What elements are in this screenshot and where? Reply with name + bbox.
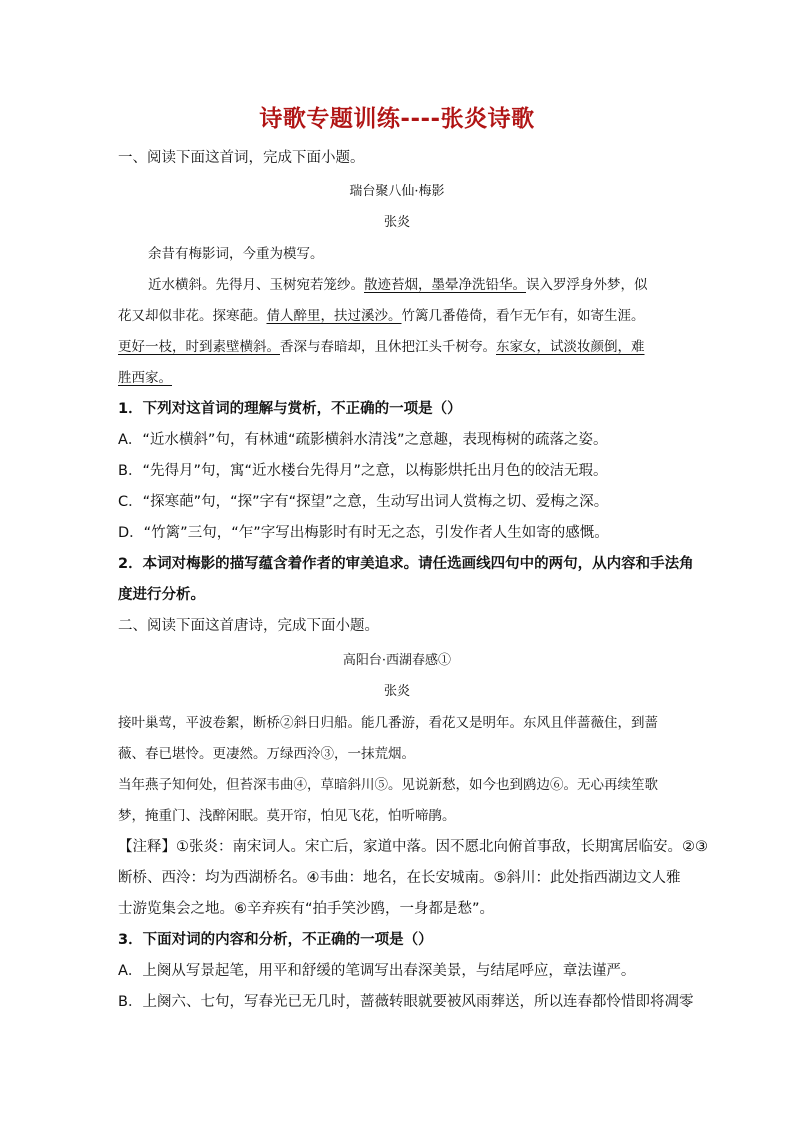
question-2-stem-cont: 度进行分析。 (118, 587, 205, 603)
question-3-stem: 3．下面对词的内容和分析，不正确的一项是（） (118, 932, 433, 948)
poem1-underlined-text: 东家女，试淡妆颜倒，难 (496, 339, 645, 355)
poem2-title: 高阳台·西湖春感① (342, 653, 452, 668)
poem1-line (118, 335, 645, 355)
poem2-line: 接叶巢莺，平波卷絮，断桥②斜日归船。能几番游，看花又是明年。东风且伴蔷薇住，到蔷 (118, 715, 658, 731)
poem1-underlined-text: 散迹苔烟，墨晕净洗铅华。 (364, 277, 526, 293)
poem2-note: 士游览集会之地。⑥辛弃疾有“拍手笑沙鸥，一身都是愁”。 (118, 901, 495, 917)
question-1-option-b: B．“先得月”句，寓“近水楼台先得月”之意，以梅影烘托出月色的皎洁无瑕。 (118, 463, 608, 479)
poem1-text: 香深与春暗却，且休把江头千树夸。 (280, 339, 496, 355)
poem1-preface: 余昔有梅影词，今重为模写。 (148, 246, 324, 262)
poem2-line: 当年燕子知何处，但苔深韦曲④，草暗斜川⑤。见说新愁，如今也到鸥边⑥。无心再续笙歌 (118, 777, 658, 793)
question-3-option-b: B．上阕六、七句，写春光已无几时，蔷薇转眼就要被风雨葬送，所以连春都怜惜即将凋零 (118, 994, 694, 1010)
poem2-note: 断桥、西泠：均为西湖桥名。④韦曲：地名，在长安城南。⑤斜川：此处指西湖边文人雅 (118, 870, 681, 886)
poem1-text: 近水横斜。先得月、玉树宛若笼纱。 (148, 277, 364, 293)
poem1-text: 误入罗浮身外梦，似 (526, 277, 648, 293)
poem2-line: 薇、春已堪怜。更凄然。万绿西泠③，一抹荒烟。 (118, 746, 415, 762)
poem1-underlined-text: 更好一枝，时到素壁横斜。 (118, 339, 280, 355)
poem2-author: 张炎 (383, 684, 410, 699)
question-1-option-d: D．“竹篱”三句，“乍”字写出梅影时有时无之态，引发作者人生如寄的感慨。 (118, 525, 609, 541)
poem1-line (148, 273, 648, 293)
poem1-underlined-text: 倩人醉里，扶过溪沙。 (266, 308, 402, 324)
question-1-option-a: A．“近水横斜”句，有林逋“疏影横斜水清浅”之意趣，表现梅树的疏落之姿。 (118, 432, 608, 448)
poem2-line: 梦，掩重门、浅醉闲眠。莫开帘，怕见飞花，怕听啼鹃。 (118, 808, 456, 824)
poem1-underlined-text: 胜西家。 (118, 370, 172, 386)
section1-heading: 一、阅读下面这首词，完成下面小题。 (118, 150, 365, 166)
poem1-line (118, 304, 645, 324)
poem1-line (118, 366, 172, 386)
question-1-stem: 1．下列对这首词的理解与赏析，不正确的一项是（） (118, 401, 462, 417)
question-2-stem: 2．本词对梅影的描写蕴含着作者的审美追求。请任选画线四句中的两句，从内容和手法角 (118, 556, 694, 572)
poem1-title: 瑞台聚八仙·梅影 (349, 184, 445, 199)
poem2-note: 【注释】①张炎：南宋词人。宋亡后，家道中落。因不愿北向俯首事敌，长期寓居临安。②③ (118, 839, 708, 855)
section2-heading: 二、阅读下面这首唐诗，完成下面小题。 (118, 618, 379, 634)
poem1-text: 竹篱几番倦倚，看乍无乍有，如寄生涯。 (401, 308, 645, 324)
poem1-text: 花又却似非花。探寒葩。 (118, 308, 267, 324)
poem1-author: 张炎 (383, 215, 410, 230)
question-3-option-a: A．上阕从写景起笔，用平和舒缓的笔调写出春深美景，与结尾呼应，章法谨严。 (118, 963, 636, 979)
page-title: 诗歌专题训练----张炎诗歌 (259, 106, 535, 132)
question-1-option-c: C．“探寒葩”句，“探”字有“探望”之意，生动写出词人赏梅之切、爱梅之深。 (118, 494, 609, 510)
